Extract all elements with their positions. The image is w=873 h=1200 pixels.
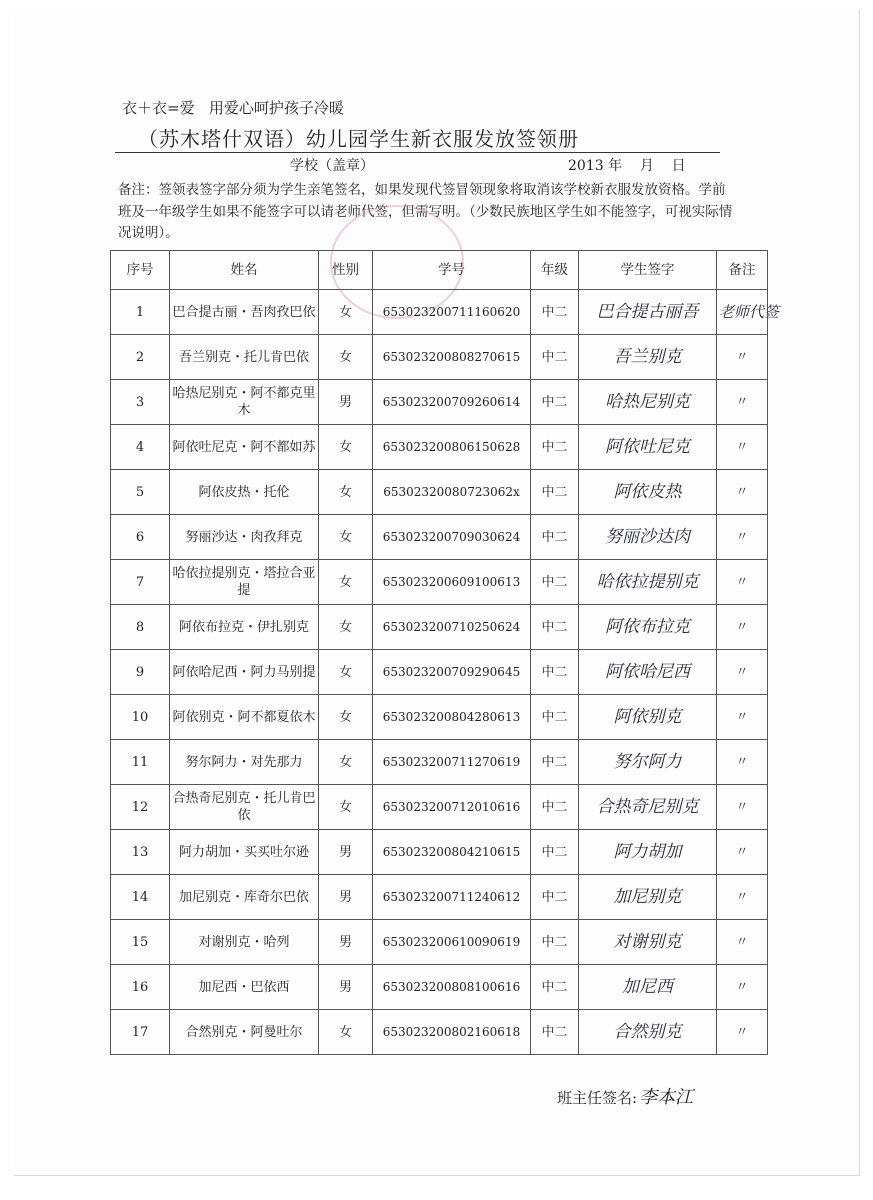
table-row xyxy=(111,605,768,650)
student-name: 努丽沙达・肉孜拜克 xyxy=(170,515,319,560)
student-name: 对谢别克・哈列 xyxy=(170,920,319,965)
student-name: 哈热尼别克・阿不都克里木 xyxy=(170,380,319,425)
remark-cell: 老师代签 xyxy=(717,290,768,335)
student-name: 加尼西・巴依西 xyxy=(170,965,319,1010)
date-label: 2013 年 月 日 xyxy=(568,158,686,174)
student-name: 阿力胡加・买买吐尔逊 xyxy=(170,830,319,875)
student-name: 阿依布拉克・伊扎别克 xyxy=(170,605,319,650)
remark-cell: 〃 xyxy=(717,1010,768,1055)
school-stamp-label: 学校（盖章） xyxy=(290,158,374,174)
student-id: 653023200710250624 xyxy=(373,605,531,650)
student-grade: 中二 xyxy=(531,830,579,875)
student-grade: 中二 xyxy=(531,875,579,920)
slogan: 衣＋衣=爱 用爱心呵护孩子冷暖 xyxy=(122,99,344,117)
remark-cell: 〃 xyxy=(717,335,768,380)
student-signature: 阿依别克 xyxy=(579,695,717,740)
student-name: 阿依皮热・托伦 xyxy=(170,470,319,515)
student-name: 阿依吐尼克・阿不都如苏 xyxy=(170,425,319,470)
student-grade: 中二 xyxy=(531,605,579,650)
student-signature: 加尼西 xyxy=(579,965,717,1010)
row-number: 6 xyxy=(111,515,170,560)
student-signature: 加尼别克 xyxy=(579,875,717,920)
student-gender: 男 xyxy=(319,965,373,1010)
table-row xyxy=(111,380,768,425)
row-number: 15 xyxy=(111,920,170,965)
table-row xyxy=(111,830,768,875)
student-grade: 中二 xyxy=(531,515,579,560)
student-signature: 阿依哈尼西 xyxy=(579,650,717,695)
student-grade: 中二 xyxy=(531,335,579,380)
table-row xyxy=(111,560,768,605)
col-header-remark: 备注 xyxy=(717,251,768,290)
remark-cell: 〃 xyxy=(717,515,768,560)
student-grade: 中二 xyxy=(531,695,579,740)
remark-cell: 〃 xyxy=(717,875,768,920)
table-row xyxy=(111,695,768,740)
student-name: 巴合提古丽・吾肉孜巴依 xyxy=(170,290,319,335)
student-id: 653023200709260614 xyxy=(373,380,531,425)
row-number: 8 xyxy=(111,605,170,650)
row-number: 4 xyxy=(111,425,170,470)
page-title: （苏木塔什双语）幼儿园学生新衣服发放签领册 xyxy=(138,127,579,151)
row-number: 5 xyxy=(111,470,170,515)
row-number: 2 xyxy=(111,335,170,380)
table-row xyxy=(111,650,768,695)
student-id: 653023200802160618 xyxy=(373,1010,531,1055)
student-id: 653023200712010616 xyxy=(373,785,531,830)
student-id: 653023200808100616 xyxy=(373,965,531,1010)
student-signature: 努丽沙达肉 xyxy=(579,515,717,560)
student-gender: 女 xyxy=(319,470,373,515)
remark-cell: 〃 xyxy=(717,920,768,965)
remark-cell: 〃 xyxy=(717,560,768,605)
teacher-signature-line xyxy=(557,1083,693,1109)
student-signature: 哈热尼别克 xyxy=(579,380,717,425)
student-grade: 中二 xyxy=(531,380,579,425)
student-gender: 男 xyxy=(319,380,373,425)
remark-cell: 〃 xyxy=(717,470,768,515)
roster-table xyxy=(110,250,780,1055)
student-gender: 女 xyxy=(319,425,373,470)
student-gender: 女 xyxy=(319,335,373,380)
student-grade: 中二 xyxy=(531,290,579,335)
student-name: 合然别克・阿曼吐尔 xyxy=(170,1010,319,1055)
title-underline xyxy=(115,152,720,153)
student-id: 653023200711270619 xyxy=(373,740,531,785)
student-gender: 女 xyxy=(319,560,373,605)
row-number: 17 xyxy=(111,1010,170,1055)
student-gender: 女 xyxy=(319,515,373,560)
table-row xyxy=(111,470,768,515)
row-number: 9 xyxy=(111,650,170,695)
student-id: 653023200711160620 xyxy=(373,290,531,335)
col-header-signature: 学生签字 xyxy=(579,251,717,290)
roster-body xyxy=(111,290,780,1055)
remark-cell: 〃 xyxy=(717,605,768,650)
student-signature: 阿依布拉克 xyxy=(579,605,717,650)
student-gender: 男 xyxy=(319,920,373,965)
student-name: 加尼别克・库奇尔巴依 xyxy=(170,875,319,920)
student-grade: 中二 xyxy=(531,920,579,965)
row-number: 14 xyxy=(111,875,170,920)
student-gender: 男 xyxy=(319,830,373,875)
student-signature: 努尔阿力 xyxy=(579,740,717,785)
table-row xyxy=(111,1010,768,1055)
row-number: 10 xyxy=(111,695,170,740)
table-header-row xyxy=(111,251,768,290)
remark-cell: 〃 xyxy=(717,380,768,425)
student-signature: 阿依吐尼克 xyxy=(579,425,717,470)
row-number: 11 xyxy=(111,740,170,785)
row-number: 16 xyxy=(111,965,170,1010)
row-number: 7 xyxy=(111,560,170,605)
student-gender: 女 xyxy=(319,605,373,650)
student-grade: 中二 xyxy=(531,740,579,785)
student-gender: 女 xyxy=(319,740,373,785)
table-row xyxy=(111,785,768,830)
student-signature: 阿力胡加 xyxy=(579,830,717,875)
student-grade: 中二 xyxy=(531,470,579,515)
notes-paragraph: 备注：签领表签字部分须为学生亲笔签名，如果发现代签冒领现象将取消该学校新衣服发放资格。学前班及一年级学生如果不能签字可以请老师代签，但需写明。（少数民族地区学生如不能签字，可视实际情况说明）。 xyxy=(118,182,733,241)
student-grade: 中二 xyxy=(531,965,579,1010)
student-grade: 中二 xyxy=(531,1010,579,1055)
student-signature: 哈依拉提别克 xyxy=(579,560,717,605)
student-gender: 女 xyxy=(319,695,373,740)
student-id: 653023200709290645 xyxy=(373,650,531,695)
table-row xyxy=(111,920,768,965)
teacher-label: 班主任签名: xyxy=(557,1089,638,1107)
remark-cell: 〃 xyxy=(717,740,768,785)
student-gender: 女 xyxy=(319,785,373,830)
col-header-grade: 年级 xyxy=(531,251,579,290)
remark-cell: 〃 xyxy=(717,695,768,740)
student-id: 653023200610090619 xyxy=(373,920,531,965)
student-name: 阿依哈尼西・阿力马别提 xyxy=(170,650,319,695)
student-name: 哈依拉提别克・塔拉合亚提 xyxy=(170,560,319,605)
student-id: 653023200808270615 xyxy=(373,335,531,380)
table-row xyxy=(111,515,768,560)
table-row xyxy=(111,425,768,470)
col-header-name: 姓名 xyxy=(170,251,319,290)
col-header-id: 学号 xyxy=(373,251,531,290)
teacher-signature: 李本江 xyxy=(639,1087,694,1108)
student-signature: 阿依皮热 xyxy=(579,470,717,515)
table-row xyxy=(111,965,768,1010)
remark-cell: 〃 xyxy=(717,965,768,1010)
student-id: 65302320080723062x xyxy=(373,470,531,515)
student-id: 653023200609100613 xyxy=(373,560,531,605)
row-number: 1 xyxy=(111,290,170,335)
student-signature: 合热奇尼别克 xyxy=(579,785,717,830)
student-grade: 中二 xyxy=(531,650,579,695)
table-row xyxy=(111,740,768,785)
student-id: 653023200709030624 xyxy=(373,515,531,560)
student-id: 653023200804210615 xyxy=(373,830,531,875)
student-id: 653023200806150628 xyxy=(373,425,531,470)
table-row xyxy=(111,290,768,335)
student-name: 吾兰别克・托儿肯巴依 xyxy=(170,335,319,380)
student-id: 653023200804280613 xyxy=(373,695,531,740)
student-gender: 男 xyxy=(319,875,373,920)
student-signature: 合然别克 xyxy=(579,1010,717,1055)
student-grade: 中二 xyxy=(531,425,579,470)
student-name: 合热奇尼别克・托儿肯巴依 xyxy=(170,785,319,830)
student-signature: 巴合提古丽吾 xyxy=(579,290,717,335)
remark-cell: 〃 xyxy=(717,650,768,695)
student-signature: 吾兰别克 xyxy=(579,335,717,380)
student-grade: 中二 xyxy=(531,785,579,830)
col-header-gender: 性别 xyxy=(319,251,373,290)
row-number: 13 xyxy=(111,830,170,875)
student-grade: 中二 xyxy=(531,560,579,605)
student-gender: 女 xyxy=(319,650,373,695)
table-row xyxy=(111,875,768,920)
remark-cell: 〃 xyxy=(717,785,768,830)
student-gender: 女 xyxy=(319,1010,373,1055)
col-header-no: 序号 xyxy=(111,251,170,290)
row-number: 3 xyxy=(111,380,170,425)
student-signature: 对谢别克 xyxy=(579,920,717,965)
remark-cell: 〃 xyxy=(717,425,768,470)
student-id: 653023200711240612 xyxy=(373,875,531,920)
student-gender: 女 xyxy=(319,290,373,335)
remark-cell: 〃 xyxy=(717,830,768,875)
student-name: 努尔阿力・对先那力 xyxy=(170,740,319,785)
table-row xyxy=(111,335,768,380)
row-number: 12 xyxy=(111,785,170,830)
student-name: 阿依别克・阿不都夏依木 xyxy=(170,695,319,740)
